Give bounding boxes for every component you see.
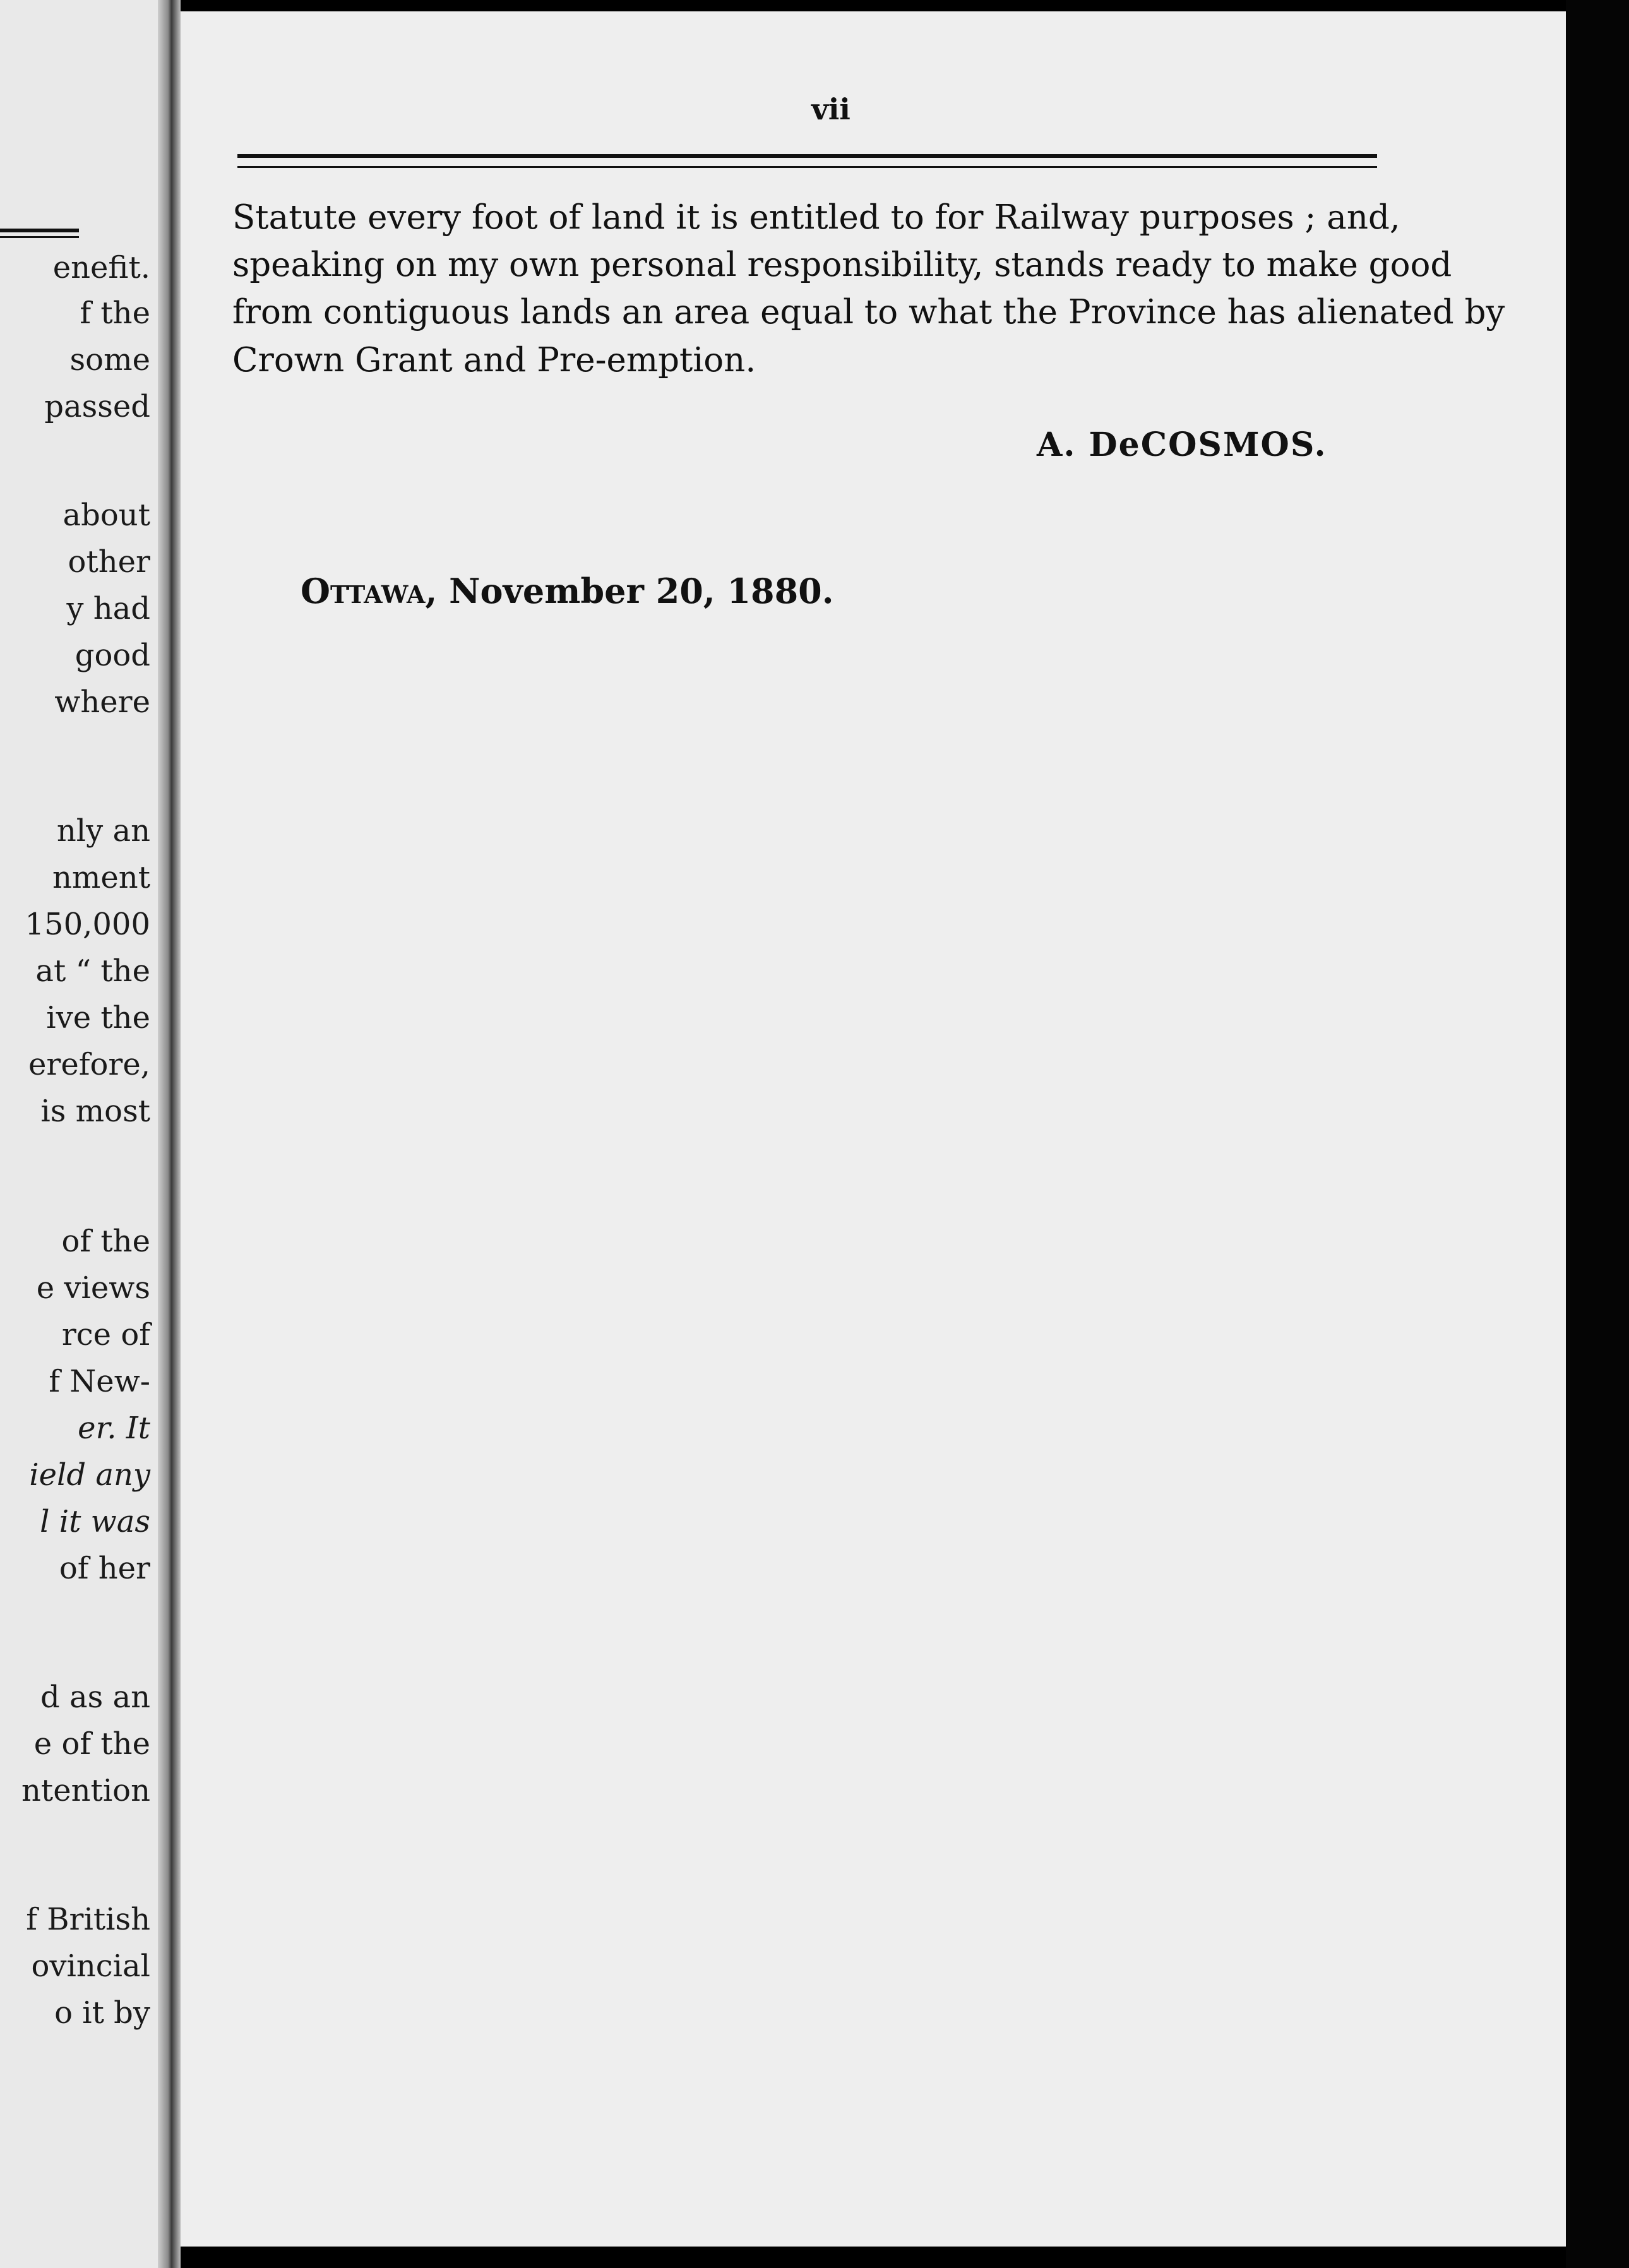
left-page-rule	[0, 236, 79, 238]
left-page-fragment: ntention	[21, 1773, 150, 1808]
left-page-fragment: about	[63, 498, 150, 533]
body-line: from contiguous lands an area equal to what the Province has alienated by	[232, 293, 1505, 331]
left-page-fragment: at “ the	[35, 953, 150, 989]
book-gutter	[158, 0, 181, 2268]
left-page-fragment: of her	[59, 1551, 150, 1586]
header-double-rule	[237, 154, 1377, 168]
left-page-fragment: nly an	[56, 813, 150, 849]
left-page-rule	[0, 229, 79, 232]
left-page-fragment: 150,000	[25, 907, 150, 942]
dateline	[301, 571, 834, 611]
left-page-fragment: other	[68, 544, 150, 580]
left-page	[0, 0, 158, 2268]
left-page-fragment: is most	[40, 1094, 150, 1129]
left-page-fragment: e of the	[33, 1726, 150, 1762]
body-line: Crown Grant and Pre-emption.	[232, 341, 756, 379]
left-page-fragment: l it was	[40, 1504, 150, 1539]
left-page-fragment: o it by	[54, 1995, 150, 2031]
left-page-fragment: ield any	[29, 1457, 150, 1493]
left-page-fragment: f New-	[49, 1364, 150, 1399]
left-page-fragment: nment	[52, 860, 150, 895]
left-page-fragment: good	[75, 638, 150, 673]
left-page-fragment: f British	[26, 1902, 150, 1937]
left-page-fragment: where	[54, 684, 150, 720]
left-page-fragment: f the	[80, 295, 150, 331]
scan-border-right	[1566, 0, 1629, 2268]
left-page-fragment: d as an	[40, 1680, 150, 1715]
page-number: vii	[811, 92, 850, 126]
right-page	[181, 11, 1566, 2247]
left-page-fragment: e views	[36, 1270, 150, 1306]
left-page-fragment: erefore,	[28, 1047, 150, 1082]
left-page-fragment: of the	[61, 1224, 150, 1259]
left-page-fragment: ovincial	[31, 1949, 150, 1984]
dateline-date: November 20, 1880.	[449, 571, 834, 611]
left-page-fragment: enefit.	[52, 250, 150, 285]
left-page-fragment: rce of	[61, 1317, 150, 1352]
body-line: speaking on my own personal responsibility, stands ready to make good	[232, 246, 1452, 284]
left-page-fragment: ive the	[46, 1000, 150, 1036]
left-page-fragment: er. It	[78, 1411, 150, 1446]
signature: A. DeCOSMOS.	[1037, 426, 1327, 464]
left-page-fragment: y had	[66, 591, 150, 626]
left-page-fragment: passed	[44, 389, 150, 424]
body-line: Statute every foot of land it is entitled to for Railway purposes ; and,	[232, 198, 1400, 237]
dateline-place: Ottawa,	[301, 571, 438, 611]
left-page-fragment: some	[69, 342, 150, 378]
